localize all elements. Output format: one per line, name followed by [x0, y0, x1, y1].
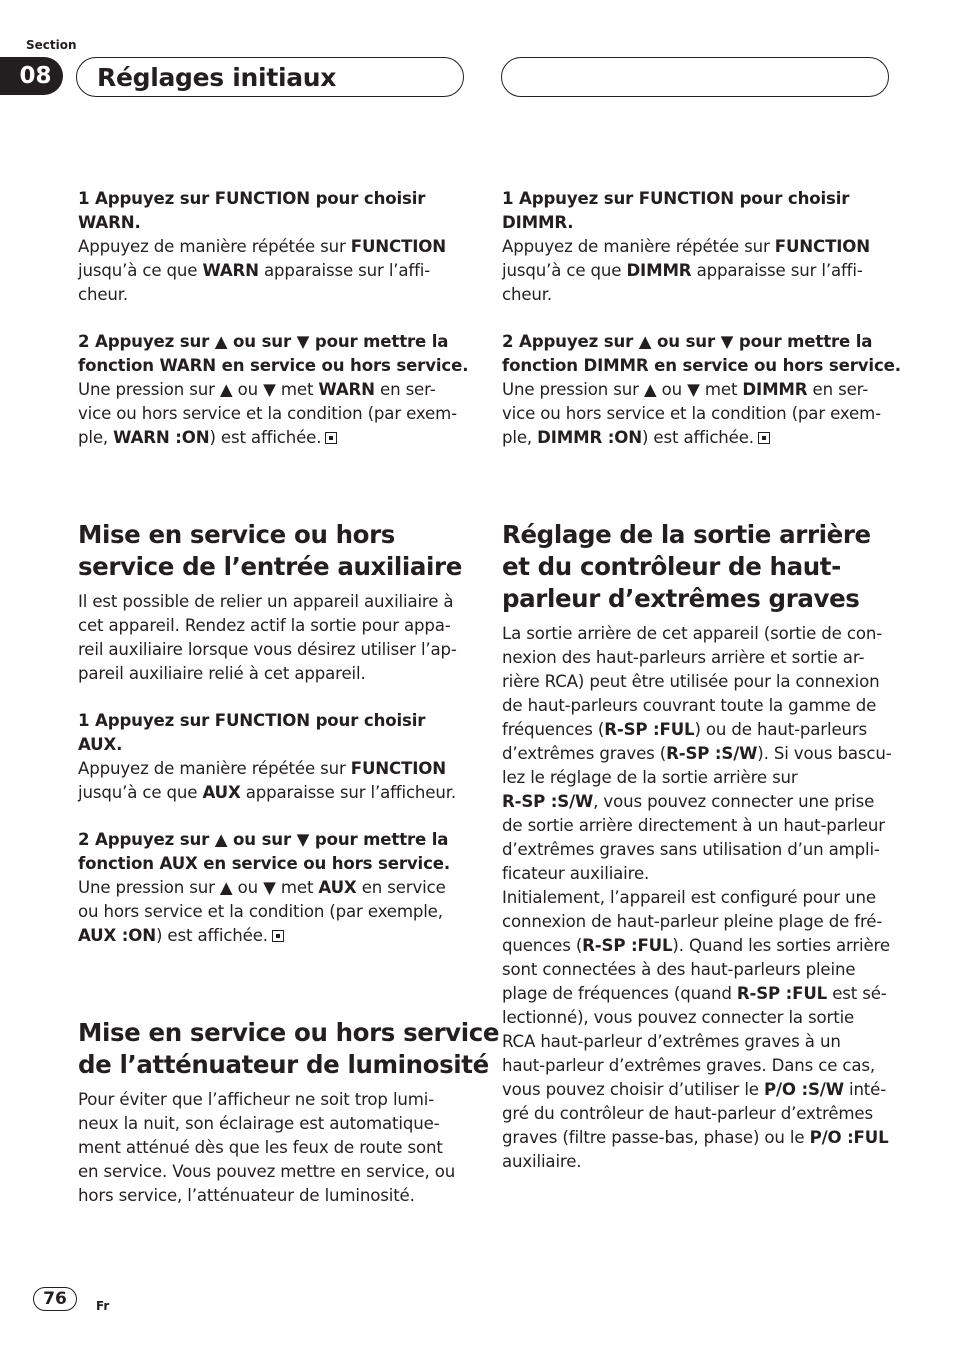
step-heading: 1 Appuyez sur FUNCTION pour choisir: [502, 189, 850, 208]
paragraph-line: reil auxiliaire lorsque vous désirez utiliser l’ap-: [78, 640, 457, 659]
paragraph-line: Une pression sur ▲ ou ▼ met DIMMR en ser-: [502, 380, 869, 399]
end-mark-icon: [325, 432, 337, 444]
step-heading: DIMMR.: [502, 213, 574, 232]
paragraph-line: d’extrêmes graves sans utilisation d’un ampli-: [502, 840, 880, 859]
step-heading: 1 Appuyez sur FUNCTION pour choisir: [78, 711, 426, 730]
paragraph-line: d’extrêmes graves (R-SP :S/W). Si vous bascu-: [502, 744, 892, 763]
section-heading: Mise en service ou hors: [78, 520, 395, 549]
paragraph-line: sont connectées à des haut-parleurs pleine: [502, 960, 856, 979]
step-heading: AUX.: [78, 735, 123, 754]
section-label: Section: [26, 38, 77, 52]
paragraph-line: haut-parleur d’extrêmes graves. Dans ce cas,: [502, 1056, 876, 1075]
step-heading: fonction AUX en service ou hors service.: [78, 854, 451, 873]
section-heading: Mise en service ou hors service: [78, 1018, 500, 1047]
paragraph-line: hors service, l’atténuateur de luminosité.: [78, 1186, 415, 1205]
paragraph-line: lez le réglage de la sortie arrière sur: [502, 768, 798, 787]
paragraph-line: auxiliaire.: [502, 1152, 582, 1171]
page-number: 76: [33, 1287, 77, 1311]
right-column: [502, 0, 901, 1352]
paragraph-line: ple, DIMMR :ON) est affichée.: [502, 426, 770, 450]
paragraph-line: ou hors service et la condition (par exemple,: [78, 902, 443, 921]
step-heading: 2 Appuyez sur ▲ ou sur ▼ pour mettre la: [78, 830, 449, 849]
paragraph-line: cheur.: [502, 285, 553, 304]
step-heading: 1 Appuyez sur FUNCTION pour choisir: [78, 189, 426, 208]
step-heading: WARN.: [78, 213, 141, 232]
paragraph-line: jusqu’à ce que AUX apparaisse sur l’afficheur.: [78, 783, 456, 802]
paragraph-line: Initialement, l’appareil est configuré pour une: [502, 888, 876, 907]
paragraph-line: Pour éviter que l’afficheur ne soit trop lumi-: [78, 1090, 435, 1109]
step-heading: 2 Appuyez sur ▲ ou sur ▼ pour mettre la: [78, 332, 449, 351]
paragraph-line: vice ou hors service et la condition (par exem-: [78, 404, 457, 423]
left-column: [78, 0, 500, 1352]
paragraph-line: R-SP :S/W, vous pouvez connecter une prise: [502, 792, 875, 811]
paragraph-line: Appuyez de manière répétée sur FUNCTION: [78, 237, 446, 256]
paragraph-line: jusqu’à ce que DIMMR apparaisse sur l’affi-: [502, 261, 863, 280]
paragraph-line: vous pouvez choisir d’utiliser le P/O :S/W inté-: [502, 1080, 887, 1099]
paragraph-line: neux la nuit, son éclairage est automatique-: [78, 1114, 440, 1133]
section-number: 08: [0, 57, 63, 95]
paragraph-line: de haut-parleurs couvrant toute la gamme de: [502, 696, 877, 715]
paragraph-line: cet appareil. Rendez actif la sortie pour appa-: [78, 616, 451, 635]
step-heading: fonction WARN en service ou hors service.: [78, 356, 469, 375]
section-heading: Réglage de la sortie arrière: [502, 520, 871, 549]
step-heading: fonction DIMMR en service ou hors service.: [502, 356, 901, 375]
paragraph-line: La sortie arrière de cet appareil (sortie de con-: [502, 624, 883, 643]
paragraph-line: ment atténué dès que les feux de route sont: [78, 1138, 443, 1157]
paragraph-line: en service. Vous pouvez mettre en service, ou: [78, 1162, 456, 1181]
paragraph-line: Une pression sur ▲ ou ▼ met WARN en ser-: [78, 380, 436, 399]
paragraph-line: RCA haut-parleur d’extrêmes graves à un: [502, 1032, 841, 1051]
paragraph-line: AUX :ON) est affichée.: [78, 924, 284, 948]
paragraph-line: pareil auxiliaire relié à cet appareil.: [78, 664, 366, 683]
paragraph-line: lectionné), vous pouvez connecter la sortie: [502, 1008, 855, 1027]
section-heading: service de l’entrée auxiliaire: [78, 552, 462, 581]
paragraph-line: Il est possible de relier un appareil auxiliaire à: [78, 592, 454, 611]
paragraph-line: fréquences (R-SP :FUL) ou de haut-parleurs: [502, 720, 868, 739]
paragraph-line: Appuyez de manière répétée sur FUNCTION: [502, 237, 870, 256]
paragraph-line: ple, WARN :ON) est affichée.: [78, 426, 337, 450]
language-code: Fr: [96, 1299, 110, 1313]
paragraph-line: cheur.: [78, 285, 129, 304]
paragraph-line: de sortie arrière directement à un haut-parleur: [502, 816, 885, 835]
paragraph-line: Appuyez de manière répétée sur FUNCTION: [78, 759, 446, 778]
paragraph-line: graves (filtre passe-bas, phase) ou le P/O :FUL: [502, 1128, 889, 1147]
paragraph-line: quences (R-SP :FUL). Quand les sorties arrière: [502, 936, 890, 955]
paragraph-line: plage de fréquences (quand R-SP :FUL est sé-: [502, 984, 887, 1003]
section-heading: et du contrôleur de haut-: [502, 552, 841, 581]
paragraph-line: ficateur auxiliaire.: [502, 864, 650, 883]
paragraph-line: vice ou hors service et la condition (par exem-: [502, 404, 881, 423]
paragraph-line: rière RCA) peut être utilisée pour la connexion: [502, 672, 880, 691]
paragraph-line: gré du contrôleur de haut-parleur d’extrêmes: [502, 1104, 873, 1123]
step-heading: 2 Appuyez sur ▲ ou sur ▼ pour mettre la: [502, 332, 873, 351]
section-heading: de l’atténuateur de luminosité: [78, 1050, 489, 1079]
paragraph-line: jusqu’à ce que WARN apparaisse sur l’affi-: [78, 261, 431, 280]
end-mark-icon: [272, 930, 284, 942]
chapter-title: Réglages initiaux: [76, 57, 464, 97]
paragraph-line: nexion des haut-parleurs arrière et sortie ar-: [502, 648, 865, 667]
paragraph-line: connexion de haut-parleur pleine plage de fré-: [502, 912, 883, 931]
paragraph-line: Une pression sur ▲ ou ▼ met AUX en service: [78, 878, 446, 897]
section-heading: parleur d’extrêmes graves: [502, 584, 860, 613]
end-mark-icon: [758, 432, 770, 444]
